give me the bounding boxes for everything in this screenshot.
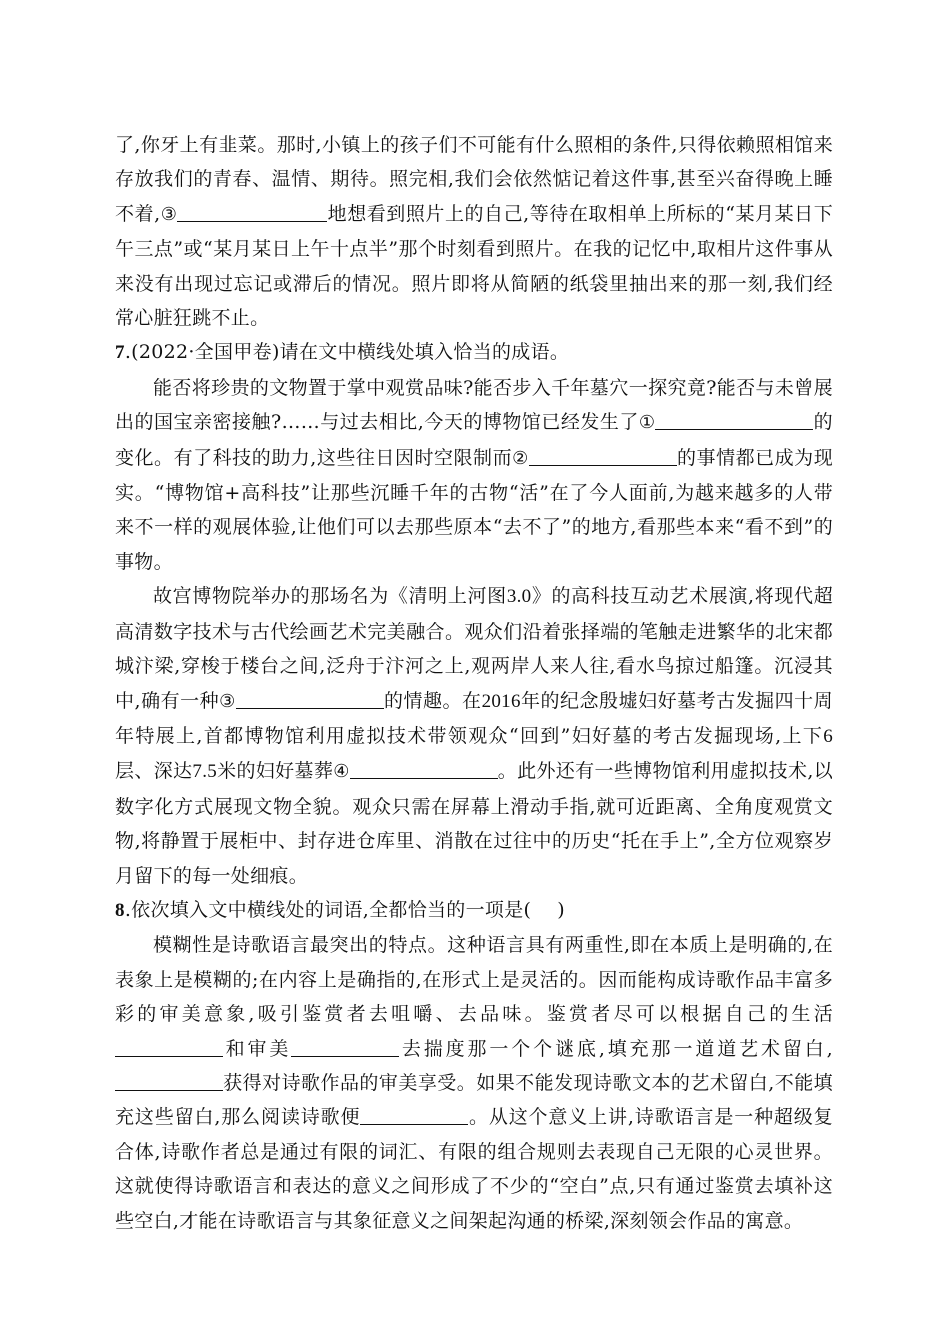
blank-marker: ④ bbox=[333, 761, 350, 783]
fill-blank[interactable] bbox=[350, 756, 498, 779]
passage-text: 米的妇好墓葬 bbox=[217, 760, 334, 783]
question-text: .(2022·全国甲卷)请在文中横线处填入恰当的成语。 bbox=[124, 341, 570, 364]
q8-paragraph bbox=[115, 928, 833, 1238]
blank-marker: ③ bbox=[160, 203, 178, 225]
passage-text: 去揣度那一个个谜底,填充那一道道艺术留白, bbox=[399, 1037, 833, 1060]
passage-text: 的事情都已成为现实。“博物馆+高科技”让那些沉睡千年的古物“活”在了今人面前,为越来越多的人带来不一样的观展体验,让他们可以去那些原本“去不了”的地方,看那些本来“看不到”的事物。 bbox=[115, 446, 833, 573]
passage-text: 。从这个意义上讲,诗歌语言是一种超级复合体,诗歌作者总是通过有限的词汇、有限的组合规则去表现自己无限的心灵世界。这就使得诗歌语言和表达的意义之间形成了不少的“空白”点,只有通过鉴赏去填补这些空白,才能在诗歌语言与其象征意义之间架起沟通的桥梁,深刻领会作品的寓意。 bbox=[115, 1106, 833, 1232]
passage-text: 。此外还有一些博物馆利用虚拟技术,以数字化方式展现文物全貌。观众只需在屏幕上滑动手指,就可近距离、全角度观赏文物,将静置于展柜中、封存进仓库里、消散在过往中的历史“托在手上”,全方位观察岁月留下的每一处细痕。 bbox=[115, 760, 834, 887]
q7-paragraph-2 bbox=[115, 579, 833, 893]
question-text: ) bbox=[557, 898, 565, 921]
passage-text: 的情趣。在 bbox=[383, 689, 482, 712]
fill-blank[interactable] bbox=[236, 686, 384, 709]
passage-text: 》的高科技互动艺术展演,将现代超高清数字技术与古代绘画艺术完美融合。观众们沿着张择端的笔触走进繁华的北宋都城汴梁,穿梭于楼台之间,泛舟于汴河之上,观两岸人来人往,看水鸟掠过船篷。沉浸其中,确有一种 bbox=[115, 585, 834, 712]
question-7-prompt bbox=[115, 335, 833, 370]
fill-blank[interactable] bbox=[360, 1102, 468, 1125]
passage-text: 地想看到照片上的自己,等待在取相单上所标的“某月某日下午三点”或“某月某日上午十点半”那个时刻看到照片。在我的记忆中,取相片这件事从来没有出现过忘记或滞后的情况。照片即将从简陋的纸袋里抽出来的那一刻,我们经常心脏狂跳不止。 bbox=[115, 202, 833, 330]
passage-text: 故宫博物院举办的那场名为《清明上河图 bbox=[153, 585, 507, 608]
intro-passage bbox=[115, 128, 833, 335]
fill-blank[interactable] bbox=[177, 199, 327, 222]
fill-blank[interactable] bbox=[115, 1068, 223, 1091]
fill-blank[interactable] bbox=[291, 1034, 399, 1057]
blank-marker: ① bbox=[638, 412, 656, 434]
fill-blank[interactable] bbox=[115, 1034, 223, 1057]
passage-text: 获得对诗歌作品的审美享受。如果不能发现诗歌文本的艺术留白,不能填充这些留白,那么阅读诗歌便 bbox=[115, 1071, 833, 1129]
blank-marker: ③ bbox=[219, 690, 236, 712]
question-number: 8 bbox=[115, 899, 125, 921]
passage-text: 了,你牙上有韭菜。那时,小镇上的孩子们不可能有什么照相的条件,只得依赖照相馆来存放我们的青春、温情、期待。照完相,我们会依然惦记着这件事,甚至兴奋得晚上睡不着, bbox=[115, 134, 833, 225]
passage-text: 能否将珍贵的文物置于掌中观赏品味?能否步入千年墓穴一探究竟?能否与未曾展出的国宝亲密接触?……与过去相比,今天的博物馆已经发生了 bbox=[115, 376, 833, 434]
question-8-prompt bbox=[115, 893, 833, 928]
blank-marker: ② bbox=[512, 447, 529, 469]
q7-paragraph-1 bbox=[115, 371, 833, 579]
passage-text: 和审美 bbox=[223, 1037, 292, 1060]
passage-text: 年的纪念殷墟妇好墓考古发掘四十周年特展上,首都博物馆利用虚拟技术带领观众“回到”妇好墓的考古发掘现场,上下 bbox=[115, 689, 833, 747]
passage-text: 模糊性是诗歌语言最突出的特点。这种语言具有两重性,即在本质上是明确的,在表象上是模糊的;在内容上是确指的,在形式上是灵活的。因而能构成诗歌作品丰富多彩的审美意象,吸引鉴赏者去咀嚼、去品味。鉴赏者尽可以根据自己的生活 bbox=[115, 934, 833, 1026]
document-page bbox=[115, 128, 833, 1238]
question-number: 7 bbox=[115, 342, 125, 364]
passage-number: 6 bbox=[823, 725, 833, 747]
fill-blank[interactable] bbox=[529, 443, 677, 466]
passage-number: 3.0 bbox=[506, 586, 532, 608]
passage-text: 层、深达 bbox=[115, 760, 193, 783]
question-text: .依次填入文中横线处的词语,全都恰当的一项是( bbox=[124, 898, 532, 921]
passage-number: 7.5 bbox=[192, 761, 218, 783]
fill-blank[interactable] bbox=[655, 407, 813, 430]
passage-text: 的变化。有了科技的助力,这些往日因时空限制而 bbox=[115, 411, 833, 469]
passage-number: 2016 bbox=[481, 690, 521, 712]
